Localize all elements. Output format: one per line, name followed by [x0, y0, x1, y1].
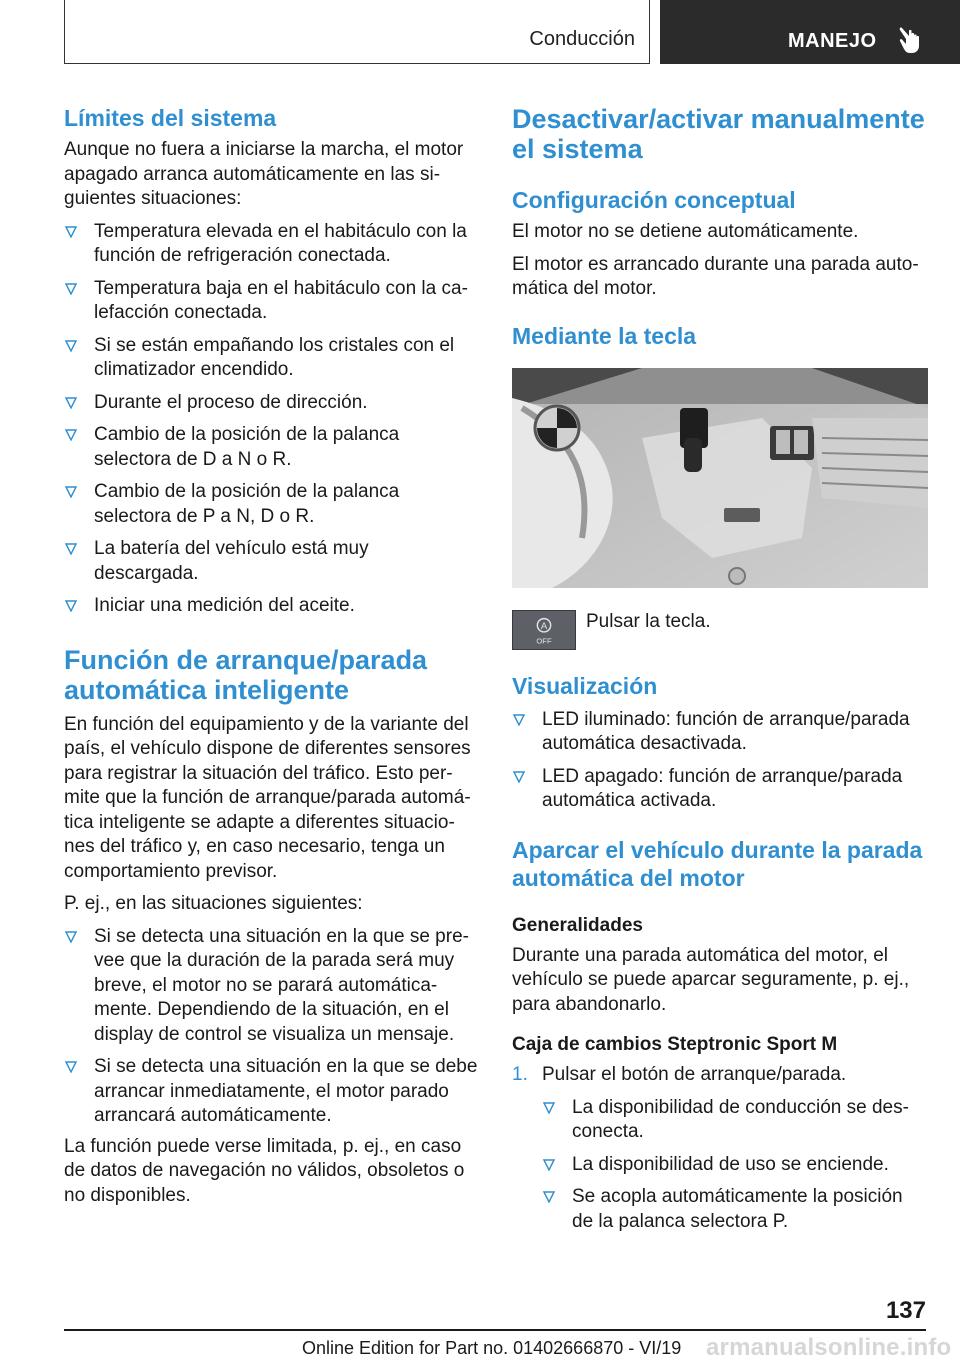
display-list — [512, 708, 926, 814]
list-item-text: Temperatura baja en el habitáculo con la calefacción conectada. — [94, 277, 468, 323]
header-section-label: Conducción — [529, 28, 635, 50]
bullet-triangle-icon — [65, 486, 77, 498]
list-item — [64, 423, 478, 472]
smart-list — [64, 925, 478, 1129]
list-item-text: Si se están empañando los cristales con el climatizador encendido. — [94, 334, 455, 380]
limits-intro: Aunque no fuera a iniciarse la marcha, el motor apagado arranca automáticamente en las siguientes situaciones: — [64, 139, 464, 209]
bullet-triangle-icon — [65, 226, 77, 238]
limits-list — [64, 220, 478, 619]
key-label: Pulsar la tecla. — [586, 610, 711, 632]
watermark: armanualsonline.info — [706, 1334, 952, 1361]
list-item-text: La disponibilidad de uso se enciende. — [572, 1153, 889, 1175]
page-number: 137 — [885, 1297, 926, 1324]
footer-divider — [64, 1329, 926, 1331]
bullet-triangle-icon — [65, 397, 77, 409]
list-item — [64, 537, 478, 586]
list-item — [542, 1185, 926, 1234]
header-section-box — [64, 0, 650, 64]
step-item — [512, 1063, 926, 1234]
gearbox-heading: Caja de cambios Steptronic Sport M — [512, 1034, 838, 1055]
bullet-triangle-icon — [65, 931, 77, 943]
bullet-triangle-icon — [65, 429, 77, 441]
header-chapter-box — [660, 0, 960, 64]
list-item — [542, 1153, 926, 1178]
limits-heading: Límites del sistema — [64, 105, 277, 131]
pointing-hand-icon — [898, 22, 926, 54]
concept-paragraph-2: El motor es arrancado durante una parada automática del motor. — [512, 253, 919, 299]
list-item-text: La batería del vehículo está muy descargada. — [94, 538, 369, 584]
list-item-text: Cambio de la posición de la palanca selectora de D a N o R. — [94, 424, 400, 470]
list-item-text: Si se detecta una situación en la que se prevee que la duración de la parada será muy breve, el motor no se parará automáticamente. Dependiendo de la situación, en el display de control se visualiza un mensaje. — [94, 925, 469, 1045]
key-icon-text: OFF — [536, 635, 552, 645]
list-item-text: Iniciar una medición del aceite. — [94, 595, 355, 616]
list-item — [64, 391, 478, 416]
list-item — [64, 334, 478, 383]
bullet-triangle-icon — [65, 1061, 77, 1073]
list-item-text: Cambio de la posición de la palanca selectora de P a N, D o R. — [94, 481, 400, 527]
list-item — [512, 765, 926, 814]
smart-paragraph-2: P. ej., en las situaciones siguientes: — [64, 893, 363, 914]
bullet-triangle-icon — [65, 600, 77, 612]
step-text: Pulsar el botón de arranque/parada. — [542, 1064, 847, 1085]
display-heading: Visualización — [512, 672, 658, 699]
concept-heading: Configuración conceptual — [512, 187, 796, 213]
park-heading: Aparcar el vehículo durante la parada automática del motor — [512, 836, 923, 891]
list-item — [64, 277, 478, 326]
bullet-triangle-icon — [543, 1102, 555, 1114]
list-item — [64, 594, 478, 619]
bullet-triangle-icon — [513, 714, 525, 726]
steps-list — [512, 1063, 926, 1234]
left-column — [64, 104, 478, 1208]
bullet-triangle-icon — [513, 771, 525, 783]
list-item-text: LED apagado: función de arranque/parada automática activada. — [542, 765, 903, 811]
bullet-triangle-icon — [65, 543, 77, 555]
key-instruction — [512, 610, 926, 650]
smart-paragraph-3: La función puede verse limitada, p. ej., en caso de datos de navegación no válidos, obsoletos o no disponibles. — [64, 1135, 465, 1206]
list-item — [64, 220, 478, 269]
smart-heading: Función de arranque/parada automática inteligente — [64, 644, 428, 705]
bullet-triangle-icon — [65, 340, 77, 352]
right-column — [512, 104, 926, 1234]
step-sub-list — [542, 1096, 926, 1235]
manual-heading: Desactivar/activar manualmente el sistema — [512, 104, 925, 164]
list-item — [542, 1096, 926, 1145]
list-item-text: La disponibilidad de conducción se desconecta. — [572, 1096, 909, 1142]
smart-paragraph-1: En función del equipamiento y de la variante del país, el vehículo dispone de diferentes sensores para registrar la situación del tráfico. Esto permite que la función de arranque/parada automática inteligente se adapte a diferentes situaciones del tráfico y, en caso necesario, tenga un comportamiento previsor. — [64, 713, 471, 882]
svg-text:A: A — [540, 620, 548, 632]
step-number: 1. — [512, 1064, 528, 1085]
list-item-text: Durante el proceso de dirección. — [94, 391, 368, 413]
bullet-triangle-icon — [543, 1191, 555, 1203]
list-item-text: Si se detecta una situación en la que se debe arrancar inmediatamente, el motor parado arrancará automáticamente. — [94, 1056, 478, 1126]
general-heading: Generalidades — [512, 914, 643, 936]
bullet-triangle-icon — [543, 1159, 555, 1171]
list-item — [64, 1055, 478, 1129]
general-paragraph: Durante una parada automática del motor, el vehículo se puede aparcar seguramente, p. ej., para abandonarlo. — [512, 944, 910, 1015]
dashboard-photo — [512, 368, 928, 588]
auto-start-stop-off-key-icon — [512, 610, 576, 650]
list-item — [64, 480, 478, 529]
footer-edition: Online Edition for Part no. 01402666870 - VI/19 — [302, 1338, 682, 1358]
list-item — [512, 708, 926, 757]
list-item-text: Se acopla automáticamente la posición de la palanca selectora P. — [572, 1186, 903, 1232]
header-chapter-label: MANEJO — [788, 30, 877, 52]
bullet-triangle-icon — [65, 283, 77, 295]
list-item-text: Temperatura elevada en el habitáculo con la función de refrigeración conectada. — [94, 220, 467, 266]
list-item-text: LED iluminado: función de arranque/parada automática desactivada. — [542, 708, 910, 754]
concept-paragraph-1: El motor no se detiene automáticamente. — [512, 221, 859, 242]
button-heading: Mediante la tecla — [512, 322, 697, 349]
list-item — [64, 925, 478, 1048]
